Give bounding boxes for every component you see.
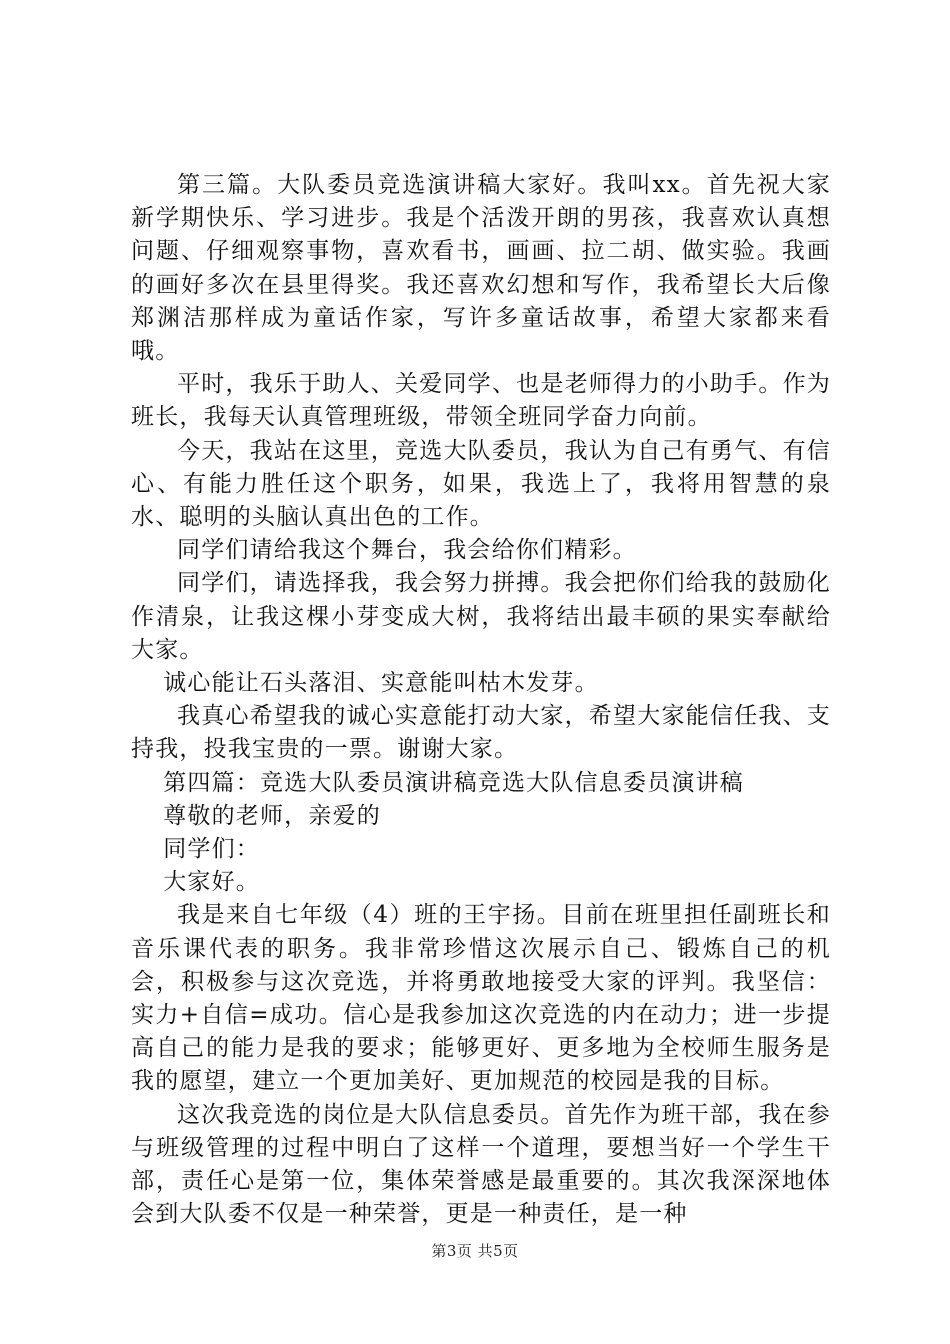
- section-heading-4: 第四篇：竞选大队委员演讲稿竞选大队信息委员演讲稿: [163, 769, 744, 796]
- greeting: 大家好。: [163, 869, 260, 896]
- paragraph-3: 今天，我站在这里，竞选大队委员，我认为自己有勇气、有信心、有能力胜任这个职务，如果，我选上了，我将用智慧的泉水、聪明的头脑认真出色的工作。: [131, 437, 831, 531]
- paragraph-6: 诚心能让石头落泪、实意能叫枯木发芽。: [163, 670, 599, 697]
- document-body: [131, 169, 831, 1232]
- salutation: 尊敬的老师，亲爱的: [163, 802, 381, 829]
- paragraph-5: 同学们，请选择我，我会努力拼搏。我会把你们给我的鼓励化作清泉，让我这棵小芽变成大树，我将结出最丰硕的果实奉献给大家。: [131, 570, 831, 663]
- paragraph-position: 这次我竞选的岗位是大队信息委员。首先作为班干部，我在参与班级管理的过程中明白了这样一个道理，要想当好一个学生干部，责任心是第一位，集体荣誉感是最重要的。其次我深深地体会到大队委不仅是一种荣誉，更是一种责任，是一种: [131, 1101, 831, 1228]
- paragraph-4: 同学们请给我这个舞台，我会给你们精彩。: [177, 537, 637, 564]
- paragraph-2: 平时，我乐于助人、关爱同学、也是老师得力的小助手。作为班长，我每天认真管理班级，带领全班同学奋力向前。: [131, 371, 831, 431]
- paragraph-intro: 我是来自七年级（4）班的王宇扬。目前在班里担任副班长和音乐课代表的职务。我非常珍惜这次展示自己、锻炼自己的机会，积极参与这次竞选，并将勇敢地接受大家的评判。我坚信：实力+自信=成功。信心是我参加这次竞选的内在动力；进一步提高自己的能力是我的要求；能够更好、更多地为全校师生服务是我的愿望，建立一个更加美好、更加规范的校园是我的目标。: [131, 902, 831, 1095]
- paragraph-1: 第三篇。大队委员竞选演讲稿大家好。我叫xx。首先祝大家新学期快乐、学习进步。我是个活泼开朗的男孩，我喜欢认真想问题、仔细观察事物，喜欢看书，画画、拉二胡、做实验。我画的画好多次在县里得奖。我还喜欢幻想和写作，我希望长大后像郑渊洁那样成为童话作家，写许多童话故事，希望大家都来看哦。: [131, 172, 831, 365]
- page-number-footer: 第3页 共5页: [431, 1242, 519, 1260]
- salutation-continued: 同学们：: [163, 836, 260, 863]
- paragraph-7: 我真心希望我的诚心实意能打动大家，希望大家能信任我、支持我，投我宝贵的一票。谢谢大家。: [131, 703, 831, 763]
